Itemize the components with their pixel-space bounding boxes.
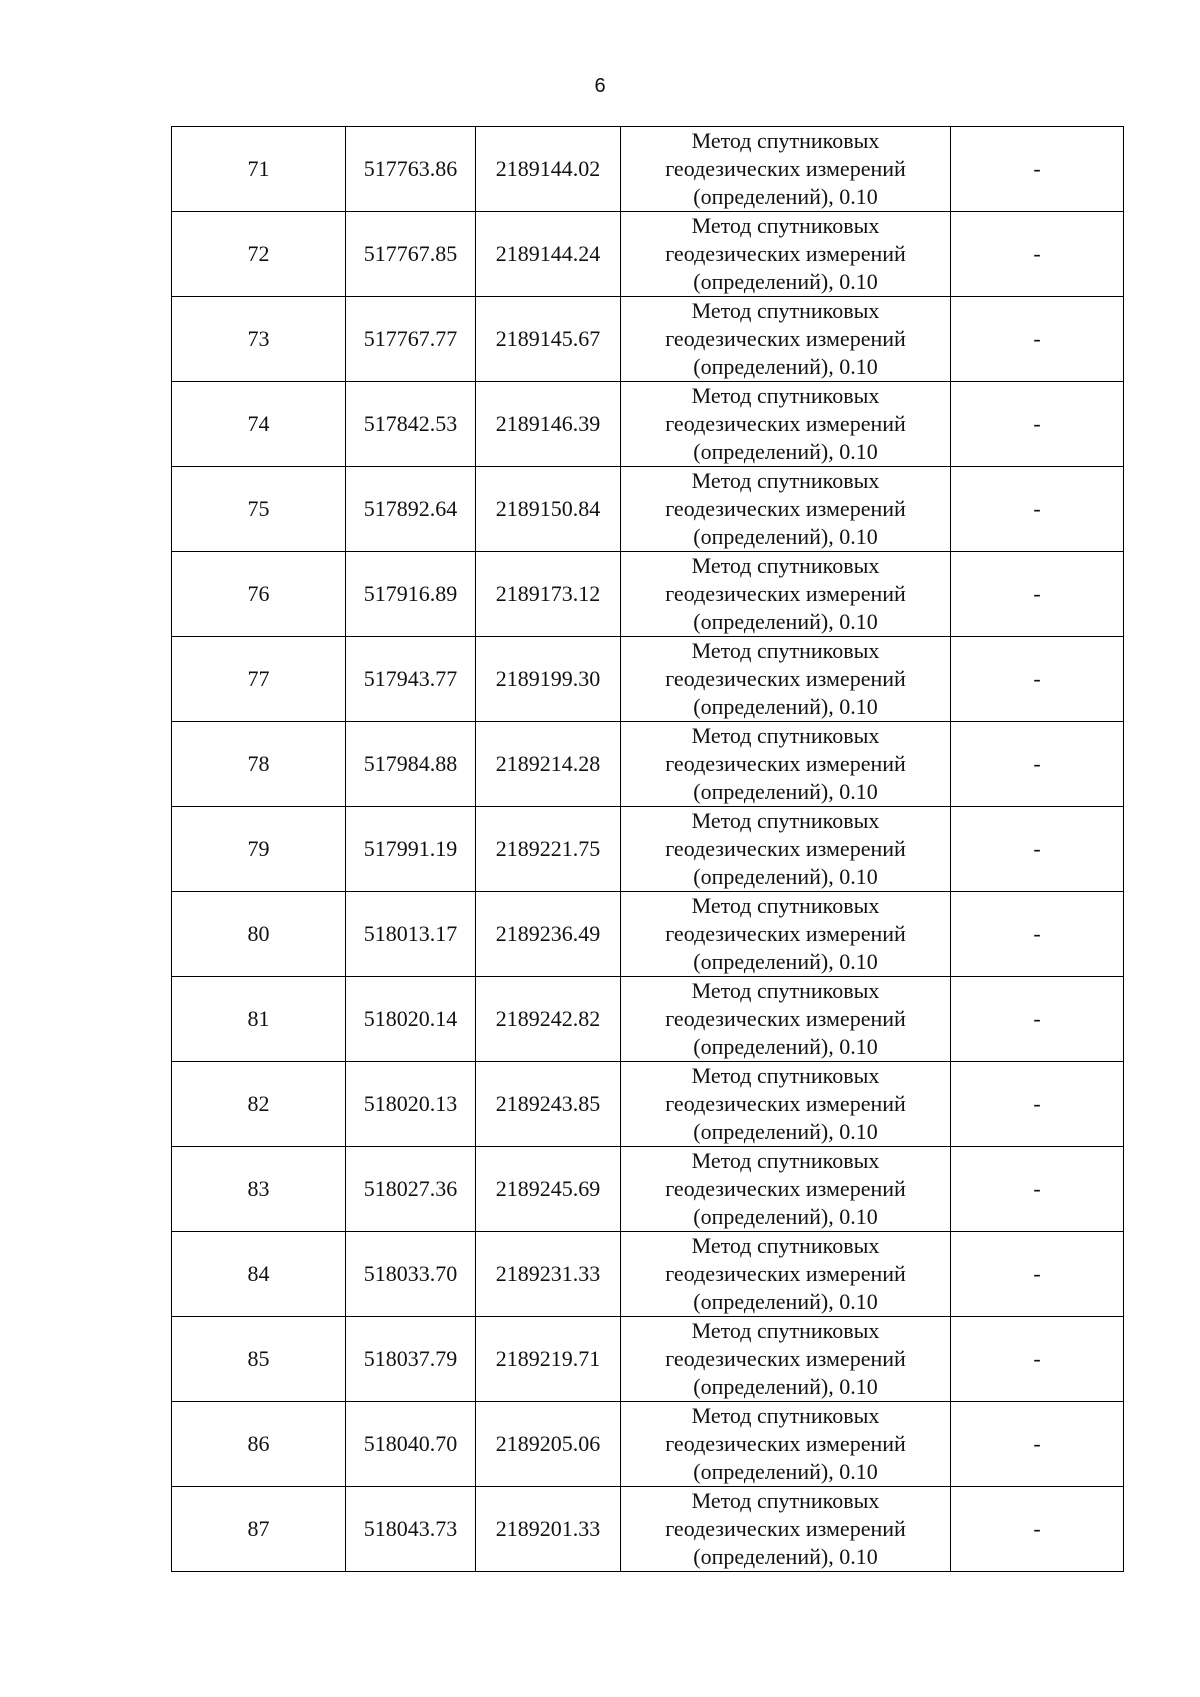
method-line-2: геодезических измерений <box>665 836 906 861</box>
method-line-1: Метод спутниковых <box>691 1148 880 1173</box>
point-number: 87 <box>247 1516 270 1541</box>
note: - <box>1033 156 1041 181</box>
method-line-3: (определений), 0.10 <box>693 1289 878 1314</box>
method-line-2: геодезических измерений <box>665 1091 906 1116</box>
method-line-3: (определений), 0.10 <box>693 439 878 464</box>
method-line-2: геодезических измерений <box>665 156 906 181</box>
x-coordinate: 518037.79 <box>363 1346 458 1371</box>
y-coordinate-cell <box>476 1487 621 1572</box>
table-row <box>172 1147 1124 1232</box>
point-number-cell <box>172 1062 346 1147</box>
x-coordinate: 517767.85 <box>363 241 458 266</box>
method-line-2: геодезических измерений <box>665 581 906 606</box>
note-cell <box>951 382 1124 467</box>
method-line-1: Метод спутниковых <box>691 638 880 663</box>
note: - <box>1033 496 1041 521</box>
method-line-3: (определений), 0.10 <box>693 184 878 209</box>
method-cell <box>621 1232 951 1317</box>
method-line-3: (определений), 0.10 <box>693 1034 878 1059</box>
y-coordinate-cell <box>476 1147 621 1232</box>
note: - <box>1033 1431 1041 1456</box>
method-line-2: геодезических измерений <box>665 496 906 521</box>
point-number-cell <box>172 382 346 467</box>
table-row <box>172 467 1124 552</box>
point-number: 78 <box>247 751 270 776</box>
method-line-3: (определений), 0.10 <box>693 1204 878 1229</box>
table-row <box>172 212 1124 297</box>
y-coordinate: 2189150.84 <box>495 496 601 521</box>
point-number: 86 <box>247 1431 270 1456</box>
coordinates-table <box>171 126 1124 1572</box>
method-cell <box>621 637 951 722</box>
method-line-3: (определений), 0.10 <box>693 1119 878 1144</box>
method-line-2: геодезических измерений <box>665 241 906 266</box>
y-coordinate: 2189145.67 <box>495 326 601 351</box>
method-cell <box>621 552 951 637</box>
x-coordinate-cell <box>346 637 476 722</box>
table-row <box>172 722 1124 807</box>
method-line-2: геодезических измерений <box>665 751 906 776</box>
x-coordinate: 518040.70 <box>363 1431 458 1456</box>
x-coordinate: 518027.36 <box>363 1176 458 1201</box>
table-row <box>172 1232 1124 1317</box>
point-number: 80 <box>247 921 270 946</box>
note: - <box>1033 921 1041 946</box>
method-line-1: Метод спутниковых <box>691 383 880 408</box>
coordinates-table-body <box>172 127 1124 1572</box>
table-row <box>172 1317 1124 1402</box>
page-number: 6 <box>594 75 606 97</box>
point-number: 83 <box>247 1176 270 1201</box>
x-coordinate: 518033.70 <box>363 1261 458 1286</box>
table-row <box>172 892 1124 977</box>
note: - <box>1033 581 1041 606</box>
x-coordinate: 518020.14 <box>363 1006 458 1031</box>
y-coordinate: 2189231.33 <box>495 1261 601 1286</box>
method-line-1: Метод спутниковых <box>691 978 880 1003</box>
y-coordinate: 2189245.69 <box>495 1176 601 1201</box>
point-number-cell <box>172 637 346 722</box>
table-row <box>172 1487 1124 1572</box>
method-line-3: (определений), 0.10 <box>693 1374 878 1399</box>
y-coordinate-cell <box>476 1232 621 1317</box>
y-coordinate: 2189242.82 <box>495 1006 601 1031</box>
point-number: 77 <box>247 666 270 691</box>
note-cell <box>951 1062 1124 1147</box>
note: - <box>1033 1261 1041 1286</box>
method-cell <box>621 1487 951 1572</box>
point-number: 79 <box>247 836 270 861</box>
method-line-1: Метод спутниковых <box>691 213 880 238</box>
x-coordinate: 517892.64 <box>363 496 458 521</box>
note: - <box>1033 666 1041 691</box>
method-line-3: (определений), 0.10 <box>693 1459 878 1484</box>
method-line-1: Метод спутниковых <box>691 298 880 323</box>
note: - <box>1033 836 1041 861</box>
method-line-3: (определений), 0.10 <box>693 694 878 719</box>
y-coordinate-cell <box>476 297 621 382</box>
note-cell <box>951 1147 1124 1232</box>
y-coordinate: 2189199.30 <box>495 666 601 691</box>
point-number-cell <box>172 977 346 1062</box>
method-line-3: (определений), 0.10 <box>693 609 878 634</box>
y-coordinate-cell <box>476 637 621 722</box>
point-number: 72 <box>247 241 270 266</box>
x-coordinate: 517842.53 <box>363 411 458 436</box>
table-row <box>172 297 1124 382</box>
x-coordinate: 518043.73 <box>363 1516 458 1541</box>
method-line-3: (определений), 0.10 <box>693 864 878 889</box>
y-coordinate: 2189173.12 <box>495 581 601 606</box>
x-coordinate-cell <box>346 552 476 637</box>
y-coordinate: 2189205.06 <box>495 1431 601 1456</box>
x-coordinate-cell <box>346 1487 476 1572</box>
point-number-cell <box>172 297 346 382</box>
x-coordinate: 517767.77 <box>363 326 458 351</box>
point-number-cell <box>172 807 346 892</box>
method-line-3: (определений), 0.10 <box>693 1544 878 1569</box>
x-coordinate-cell <box>346 807 476 892</box>
y-coordinate-cell <box>476 382 621 467</box>
method-line-2: геодезических измерений <box>665 1176 906 1201</box>
note-cell <box>951 977 1124 1062</box>
x-coordinate-cell <box>346 1232 476 1317</box>
x-coordinate-cell <box>346 977 476 1062</box>
method-cell <box>621 977 951 1062</box>
note-cell <box>951 1402 1124 1487</box>
y-coordinate-cell <box>476 977 621 1062</box>
note-cell <box>951 552 1124 637</box>
point-number-cell <box>172 1487 346 1572</box>
note-cell <box>951 1317 1124 1402</box>
note: - <box>1033 411 1041 436</box>
y-coordinate: 2189219.71 <box>495 1346 601 1371</box>
point-number: 74 <box>247 411 270 436</box>
point-number-cell <box>172 467 346 552</box>
note-cell <box>951 722 1124 807</box>
method-cell <box>621 1402 951 1487</box>
x-coordinate: 518020.13 <box>363 1091 458 1116</box>
note-cell <box>951 1232 1124 1317</box>
point-number-cell <box>172 722 346 807</box>
method-cell <box>621 1147 951 1232</box>
table-row <box>172 807 1124 892</box>
x-coordinate-cell <box>346 127 476 212</box>
method-cell <box>621 892 951 977</box>
y-coordinate-cell <box>476 1062 621 1147</box>
x-coordinate-cell <box>346 1317 476 1402</box>
point-number: 84 <box>247 1261 270 1286</box>
y-coordinate: 2189214.28 <box>495 751 601 776</box>
point-number-cell <box>172 1232 346 1317</box>
method-line-1: Метод спутниковых <box>691 128 880 153</box>
method-line-1: Метод спутниковых <box>691 1318 880 1343</box>
x-coordinate: 517991.19 <box>363 836 458 861</box>
y-coordinate-cell <box>476 552 621 637</box>
point-number-cell <box>172 1317 346 1402</box>
x-coordinate-cell <box>346 1147 476 1232</box>
point-number-cell <box>172 1402 346 1487</box>
point-number: 81 <box>247 1006 270 1031</box>
table-row <box>172 552 1124 637</box>
method-line-1: Метод спутниковых <box>691 893 880 918</box>
y-coordinate: 2189221.75 <box>495 836 601 861</box>
y-coordinate: 2189146.39 <box>495 411 601 436</box>
method-line-2: геодезических измерений <box>665 921 906 946</box>
point-number: 76 <box>247 581 270 606</box>
note-cell <box>951 637 1124 722</box>
x-coordinate: 517943.77 <box>363 666 458 691</box>
point-number: 75 <box>247 496 270 521</box>
method-line-2: геодезических измерений <box>665 326 906 351</box>
method-line-2: геодезических измерений <box>665 1346 906 1371</box>
y-coordinate: 2189243.85 <box>495 1091 601 1116</box>
x-coordinate-cell <box>346 467 476 552</box>
method-line-2: геодезических измерений <box>665 1516 906 1541</box>
point-number: 73 <box>247 326 270 351</box>
note: - <box>1033 1176 1041 1201</box>
y-coordinate-cell <box>476 722 621 807</box>
x-coordinate-cell <box>346 297 476 382</box>
method-cell <box>621 297 951 382</box>
note: - <box>1033 241 1041 266</box>
note: - <box>1033 1516 1041 1541</box>
method-line-2: геодезических измерений <box>665 411 906 436</box>
method-line-2: геодезических измерений <box>665 1431 906 1456</box>
method-line-3: (определений), 0.10 <box>693 524 878 549</box>
table-row <box>172 1402 1124 1487</box>
method-cell <box>621 722 951 807</box>
method-line-1: Метод спутниковых <box>691 808 880 833</box>
note: - <box>1033 751 1041 776</box>
method-cell <box>621 1317 951 1402</box>
point-number-cell <box>172 1147 346 1232</box>
y-coordinate-cell <box>476 1402 621 1487</box>
note: - <box>1033 1006 1041 1031</box>
y-coordinate: 2189144.24 <box>495 241 601 266</box>
table-row <box>172 127 1124 212</box>
method-line-1: Метод спутниковых <box>691 468 880 493</box>
x-coordinate: 518013.17 <box>363 921 458 946</box>
method-line-2: геодезических измерений <box>665 1261 906 1286</box>
point-number: 71 <box>247 156 270 181</box>
y-coordinate-cell <box>476 127 621 212</box>
method-line-1: Метод спутниковых <box>691 1233 880 1258</box>
y-coordinate-cell <box>476 1317 621 1402</box>
table-row <box>172 1062 1124 1147</box>
y-coordinate-cell <box>476 892 621 977</box>
note-cell <box>951 1487 1124 1572</box>
point-number: 82 <box>247 1091 270 1116</box>
x-coordinate-cell <box>346 1062 476 1147</box>
method-cell <box>621 467 951 552</box>
table-row <box>172 977 1124 1062</box>
method-line-2: геодезических измерений <box>665 1006 906 1031</box>
x-coordinate-cell <box>346 212 476 297</box>
method-cell <box>621 807 951 892</box>
note-cell <box>951 297 1124 382</box>
x-coordinate: 517763.86 <box>363 156 458 181</box>
x-coordinate-cell <box>346 722 476 807</box>
x-coordinate: 517984.88 <box>363 751 458 776</box>
method-line-3: (определений), 0.10 <box>693 779 878 804</box>
note: - <box>1033 1091 1041 1116</box>
y-coordinate-cell <box>476 807 621 892</box>
y-coordinate: 2189236.49 <box>495 921 601 946</box>
y-coordinate-cell <box>476 212 621 297</box>
method-line-1: Метод спутниковых <box>691 723 880 748</box>
method-line-1: Метод спутниковых <box>691 1488 880 1513</box>
point-number-cell <box>172 127 346 212</box>
method-cell <box>621 1062 951 1147</box>
method-line-3: (определений), 0.10 <box>693 949 878 974</box>
note-cell <box>951 807 1124 892</box>
method-line-1: Метод спутниковых <box>691 1403 880 1428</box>
x-coordinate: 517916.89 <box>363 581 458 606</box>
note-cell <box>951 127 1124 212</box>
x-coordinate-cell <box>346 892 476 977</box>
point-number-cell <box>172 552 346 637</box>
y-coordinate: 2189144.02 <box>495 156 601 181</box>
point-number-cell <box>172 212 346 297</box>
x-coordinate-cell <box>346 382 476 467</box>
y-coordinate-cell <box>476 467 621 552</box>
method-line-1: Метод спутниковых <box>691 553 880 578</box>
y-coordinate: 2189201.33 <box>495 1516 601 1541</box>
method-line-2: геодезических измерений <box>665 666 906 691</box>
method-line-3: (определений), 0.10 <box>693 269 878 294</box>
method-line-1: Метод спутниковых <box>691 1063 880 1088</box>
table-row <box>172 637 1124 722</box>
note-cell <box>951 212 1124 297</box>
note-cell <box>951 467 1124 552</box>
method-cell <box>621 382 951 467</box>
note: - <box>1033 326 1041 351</box>
method-line-3: (определений), 0.10 <box>693 354 878 379</box>
point-number: 85 <box>247 1346 270 1371</box>
x-coordinate-cell <box>346 1402 476 1487</box>
note: - <box>1033 1346 1041 1371</box>
table-row <box>172 382 1124 467</box>
point-number-cell <box>172 892 346 977</box>
method-cell <box>621 127 951 212</box>
method-cell <box>621 212 951 297</box>
note-cell <box>951 892 1124 977</box>
